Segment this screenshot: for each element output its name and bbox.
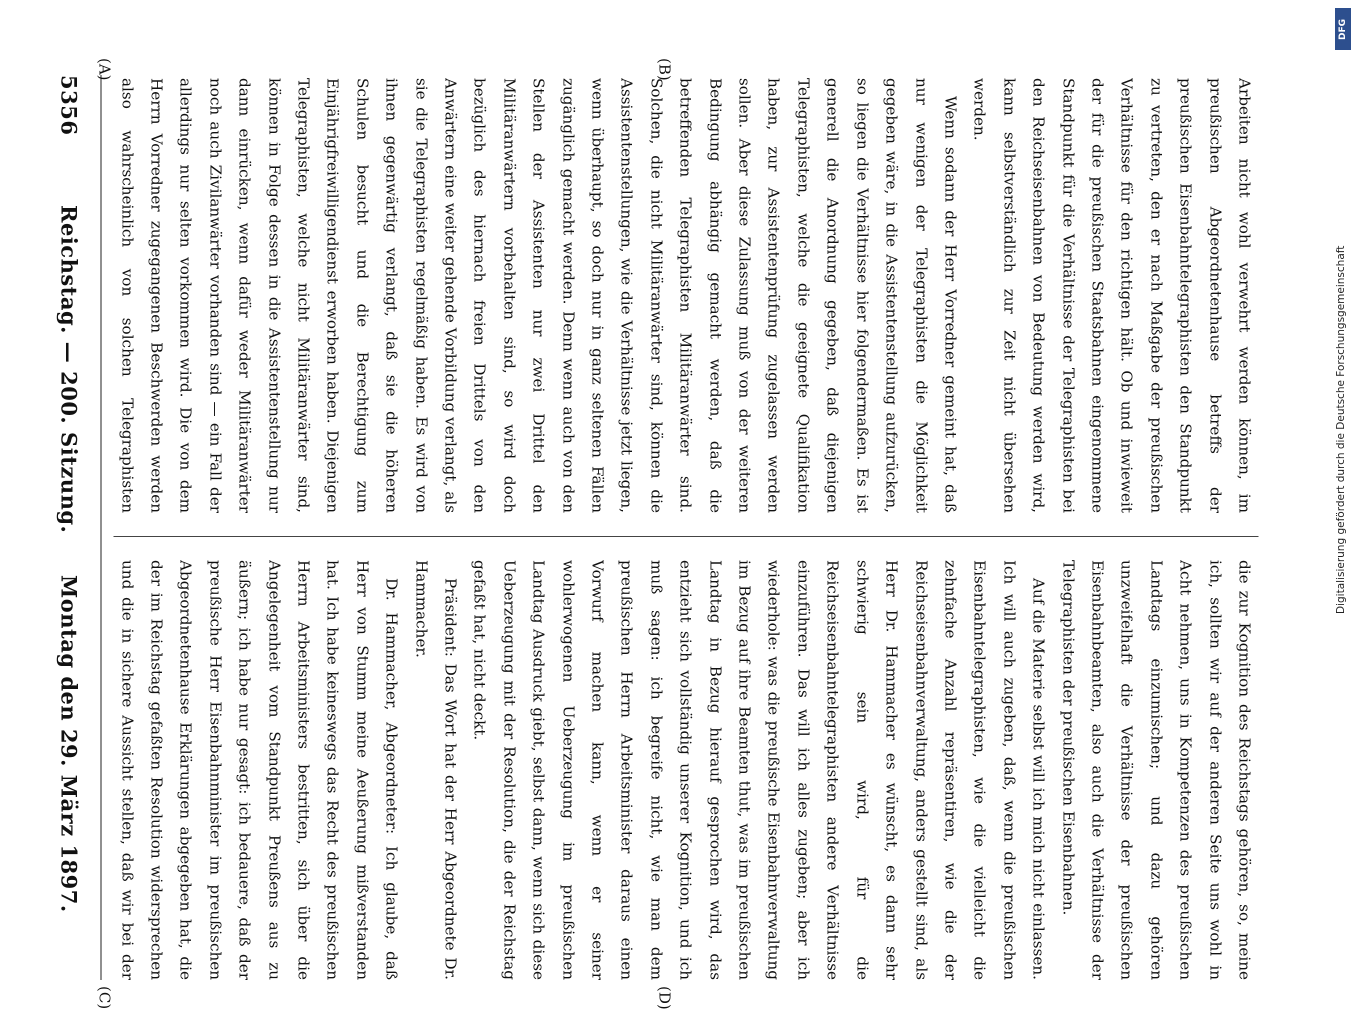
page-number: 5356 (56, 75, 81, 136)
header-right-title: Montag den 29. März 1897. (56, 575, 81, 913)
paragraph: Auf die Materie selbst will ich mich nicht einlassen. Ich will auch zugeben, daß, wenn die preußischen Eisenbahntelegraphisten, wie die vielleicht die zehnfache Anzahl repräsentiren, wie die der Reichseisenbahnverwaltung, anders gestellt sind, als Herr Dr. Hammacher es wünscht, es dann sehr schwierig sein wird, für die Reichseisenbahntelegraphisten andere Verhältnisse einzuführen. Das will ich alles zugeben; aber ich wiederhole: was die preußische Eisenbahnverwaltung im Bezug auf ihre Beamten thut, was im preußischen Landtag in Bezug hierauf gesprochen wird, das entzieht sich vollständig unserer Kognition, und ich muß sagen: ich begreife nicht, wie man dem preußischen Herrn Arbeitsminister daraus einen Vorwurf machen kann, wenn er seiner wohlerwogenen Ueberzeugung im preußischen Landtag Ausdruck giebt, selbst dann, wenn sich diese Ueberzeugung mit der Resolution, die der Reichstag gefaßt hat, nicht deckt. (470, 560, 1048, 980)
header-left-title: Reichstag. — 200. Sitzung. (56, 205, 81, 534)
paragraph: Wenn sodann der Herr Vorredner gemeint hat, daß nur wenigen der Telegraphisten die Möglichkeit gegeben wäre, in die Assistentenstellung aufzurücken, so liegen die Verhältnisse hier folgendermaßen. Es ist generell die Anordnung gegeben, daß diejenigen Telegraphisten, welche die geeignete Qualifikation haben, zur Assistentenprüfung zugelassen werden sollen. Aber diese Zulassung muß von der weiteren Bedingung abhängig gemacht werden, daß die betreffenden Telegraphisten Militäranwärter sind. Solchen, die nicht Militäranwärter sind, können die Assistentenstellungen, wie die Verhältnisse jetzt liegen, wenn überhaupt, so doch nur in ganz seltenen Fällen zugänglich gemacht werden. Denn wenn auch von den Stellen der Assistenten nur zwei Drittel den Militäranwärtern vorbehalten sind, so wird doch bezüglich des hiernach freien Drittels von den Anwärtern eine weiter gehende Vorbildung verlangt, als sie die Telegraphisten regelmäßig haben. Es wird von ihnen gegenwärtig verlangt, daß sie die höheren Schulen besucht und die Berechtigung zum Einjährigfreiwilligendienst erworben haben. Diejenigen Telegraphisten, welche nicht Militäranwärter sind, können in Folge dessen in die Assistentenstellung nur dann einrücken, wenn dafür weder Militäranwärter noch auch Zivilanwärter vorhanden sind — ein Fall der allerdings nur selten vorkommen wird. Die von dem Herrn Vorredner zugegangenen Beschwerden werden also wahrscheinlich von solchen Telegraphisten (117, 78, 959, 513)
left-text-column (113, 78, 1258, 513)
paragraph: Arbeiten nicht wohl verwehrt werden können, im preußischen Abgeordnetenhause betreffs der preußischen Eisenbahntelegraphisten den Standpunkt zu vertreten, den er nach Maßgabe der preußischen Verhältnisse für den richtigen hält. Ob und inwieweit der für die preußischen Staatsbahnen eingenommene Standpunkt für die Verhältnisse der Telegraphisten bei den Reichseisenbahnen von Bedeutung werden wird, kann selbstverständlich zur Zeit nicht übersehen werden. (970, 78, 1253, 513)
dfg-credit-text: Digitalisierung gefördert durch die Deutsche Forschungsgemeinschaft (1335, 245, 1347, 614)
dfg-logo: DFG (1335, 8, 1351, 50)
margin-marker-a: (A) (95, 58, 113, 81)
column-divider (113, 536, 1258, 537)
margin-marker-d: (D) (655, 986, 673, 1010)
margin-marker-b: (B) (655, 58, 673, 81)
header-rule (100, 75, 101, 980)
right-text-column (113, 560, 1258, 980)
paragraph: Dr. Hammacher, Abgeordneter: Ich glaube, daß Herr von Stumm meine Aeußerung mißverstanden hat. Ich habe keineswegs das Recht des preußischen Herrn Arbeitsministers bestritten, sich über die Angelegenheit vom Standpunkt Preußens aus zu äußern; ich habe nur gesagt: ich bedauere, daß der preußische Herr Eisenbahnminister im preußischen Abgeordnetenhause Erklärungen abgegeben hat, die der im Reichstag gefaßten Resolution widersprechen und die in sichere Aussicht stellen, daß wir bei der (117, 560, 401, 980)
margin-marker-c: (C) (95, 986, 113, 1010)
dfg-credit-strip (1335, 8, 1351, 992)
page-header (53, 75, 93, 980)
paragraph: die zur Kognition des Reichstags gehören, so, meine ich, sollten wir auf der anderen Seite uns wohl in Acht nehmen, uns in Kompetenzen des preußischen Landtags einzumischen; und dazu gehören unzweifelhaft die Verhältnisse der preußischen Eisenbahnbeamten, also auch die Verhältnisse der Telegraphisten der preußischen Eisenbahnen. (1058, 560, 1253, 980)
paragraph: Präsident: Das Wort hat der Herr Abgeordnete Dr. Hammacher. (411, 560, 460, 980)
